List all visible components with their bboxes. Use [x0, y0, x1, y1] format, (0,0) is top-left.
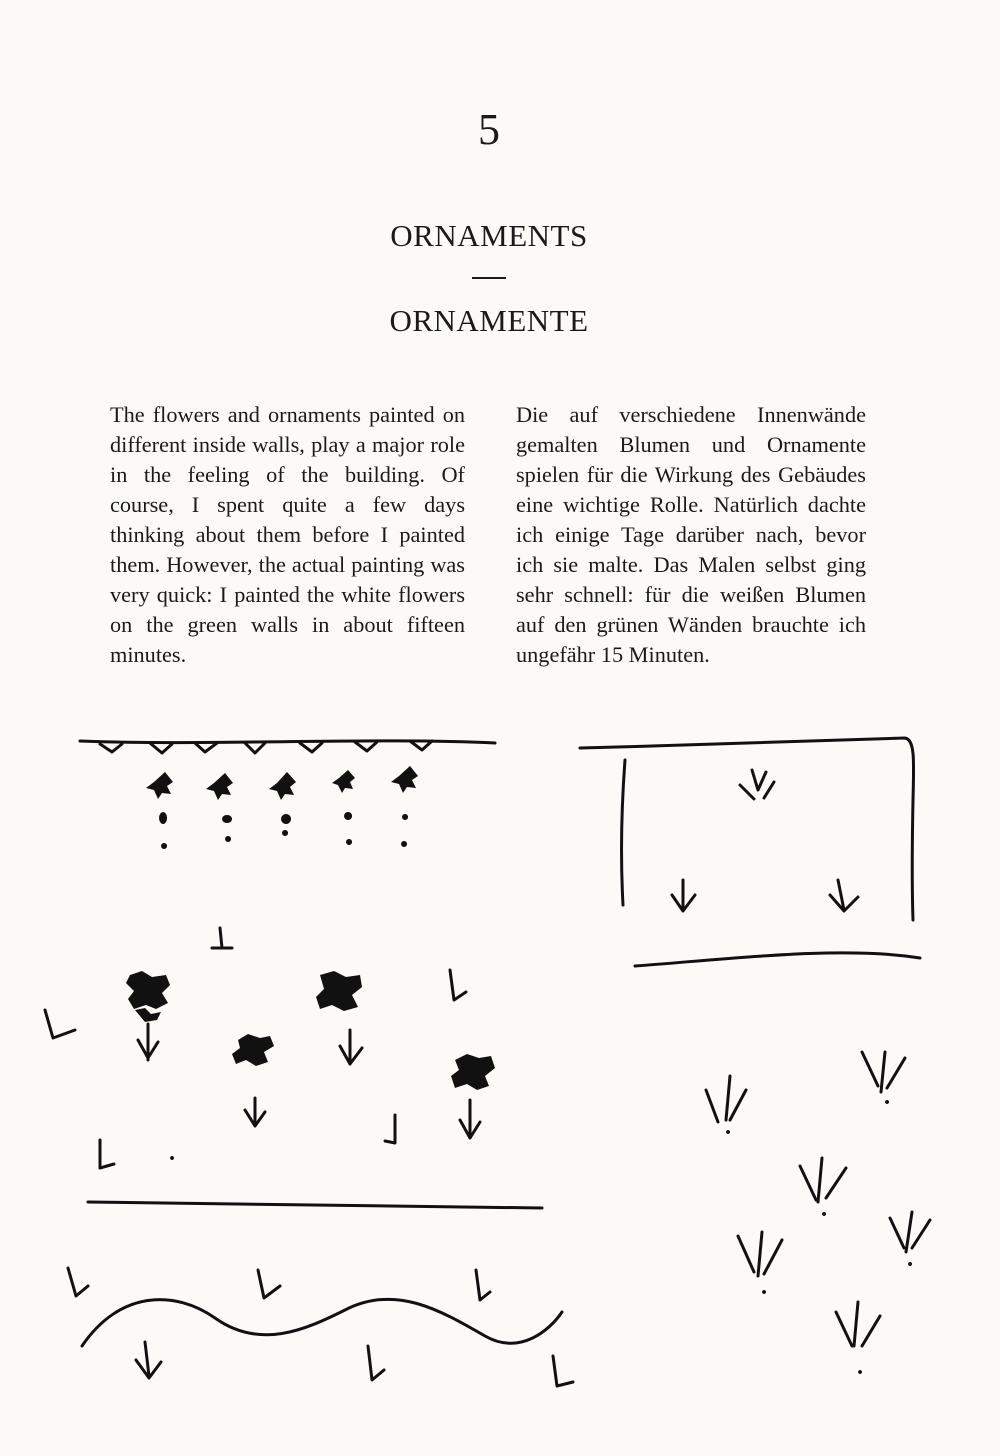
chapter-title-german: ORNAMENTE	[389, 303, 589, 338]
german-paragraph: Die auf verschiedene Innenwände gemalten Blumen und Ornamente spielen für die Wirkung des Gebäudes eine wichtige Rolle. Natürlich dachte ich einige Tage darüber nach, bevor ich sie malte. Das Malen selbst ging sehr schnell: für die weißen Blumen auf den grünen Wänden brauchte ich ungefähr 15 Minuten.	[516, 402, 866, 667]
chapter-title-english: ORNAMENTS	[390, 218, 588, 253]
wave-border-sketch-icon	[68, 1268, 573, 1386]
flower-field-sketch-icon	[45, 928, 495, 1168]
english-paragraph: The flowers and ornaments painted on different inside walls, play a major role in the feeling of the building. Of course, I spent quite a few days thinking about them before I painted them. However, the actual painting was very quick: I painted the white flowers on the green walls in about fifteen minutes.	[110, 402, 465, 667]
grass-tufts-sketch-icon	[706, 1052, 930, 1374]
title-divider	[472, 277, 506, 279]
framed-panel-sketch-icon	[580, 738, 920, 966]
chapter-number: 5	[478, 105, 500, 154]
hanging-flowers-sketch-icon	[80, 741, 495, 849]
sketch-divider	[88, 1202, 542, 1208]
